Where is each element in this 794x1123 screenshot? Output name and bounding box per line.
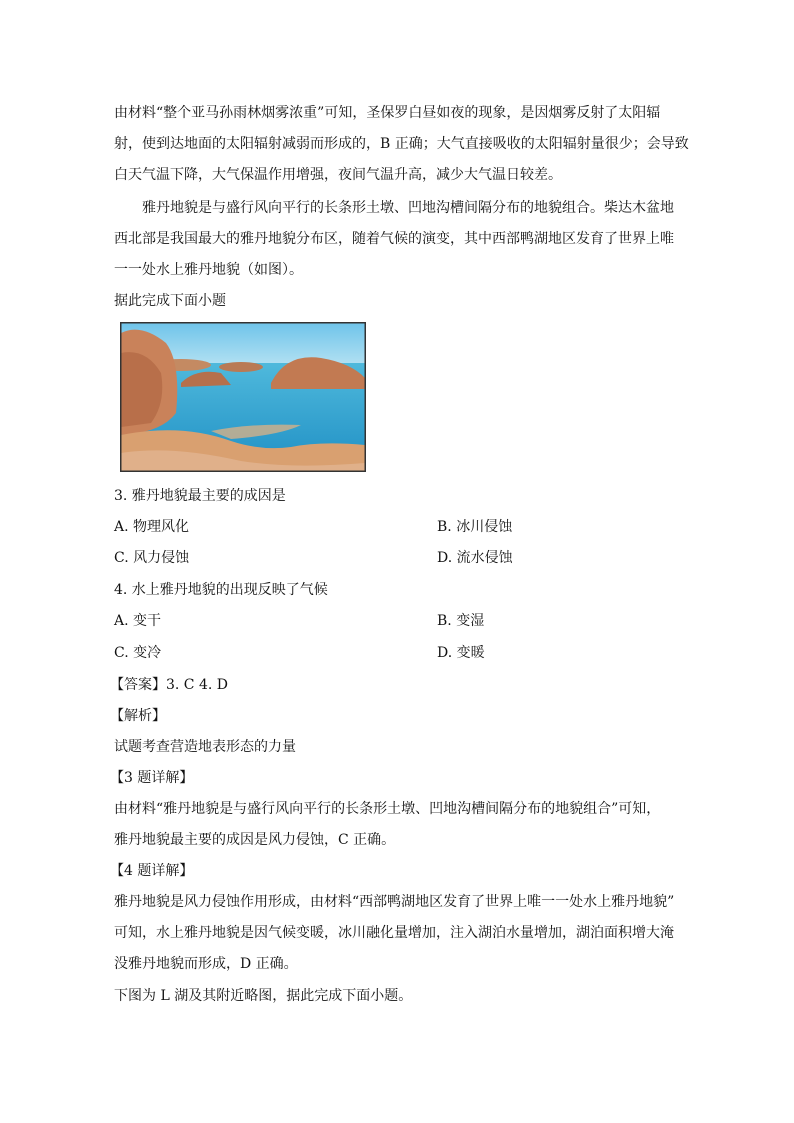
question-4-stem: 4. 水上雅丹地貌的出现反映了气候 [114, 582, 328, 598]
question-4-option-b: B. 变湿 [437, 613, 485, 629]
instruction-text: 据此完成下面小题 [114, 293, 226, 309]
question-4-detail-line-2: 可知，水上雅丹地貌是因气候变暖，冰川融化量增加，注入湖泊水量增加，湖泊面积增大淹 [114, 925, 674, 941]
question-4-option-c: C. 变冷 [114, 645, 162, 661]
question-4-detail-line-3: 没雅丹地貌而形成，D 正确。 [114, 956, 298, 972]
paragraph-2-line-3: 一一处水上雅丹地貌（如图）。 [114, 262, 303, 278]
question-3-detail-heading: 【3 题详解】 [110, 770, 194, 786]
question-3-option-d: D. 流水侵蚀 [437, 550, 513, 566]
paragraph-2-line-1: 雅丹地貌是与盛行风向平行的长条形土墩、凹地沟槽间隔分布的地貌组合。柴达木盆地 [142, 200, 674, 216]
question-4-detail-heading: 【4 题详解】 [110, 863, 194, 879]
question-3-option-c: C. 风力侵蚀 [114, 550, 190, 566]
paragraph-1-line-2: 射，使到达地面的太阳辐射减弱而形成的，B 正确；大气直接吸收的太阳辐射量很少；会导致 [114, 136, 689, 152]
next-section-intro: 下图为 L 湖及其附近略图，据此完成下面小题。 [114, 988, 413, 1004]
analysis-summary: 试题考查营造地表形态的力量 [114, 739, 296, 755]
yardang-photo-illustration [121, 323, 365, 471]
question-3-detail-line-2: 雅丹地貌最主要的成因是风力侵蚀，C 正确。 [114, 832, 396, 848]
question-3-option-b: B. 冰川侵蚀 [437, 519, 513, 535]
question-4-option-d: D. 变暖 [437, 645, 485, 661]
paragraph-1-line-1: 由材料“整个亚马孙雨林烟雾浓重”可知，圣保罗白昼如夜的现象，是因烟雾反射了太阳辐 [114, 105, 661, 121]
question-3-stem: 3. 雅丹地貌最主要的成因是 [114, 488, 286, 504]
question-4-detail-line-1: 雅丹地貌是风力侵蚀作用形成，由材料“西部鸭湖地区发育了世界上唯一一处水上雅丹地貌” [114, 894, 675, 910]
paragraph-1-line-3: 白天气温下降，大气保温作用增强，夜间气温升高，减少大气温日较差。 [114, 167, 562, 183]
answer-line: 【答案】3. C 4. D [110, 677, 229, 693]
paragraph-2-line-2: 西北部是我国最大的雅丹地貌分布区，随着气候的演变，其中西部鸭湖地区发育了世界上唯 [114, 231, 674, 247]
analysis-heading: 【解析】 [110, 708, 166, 724]
question-4-option-a: A. 变干 [114, 613, 162, 629]
yardang-photo [120, 322, 366, 472]
question-3-option-a: A. 物理风化 [114, 519, 190, 535]
question-3-detail-line-1: 由材料“雅丹地貌是与盛行风向平行的长条形土墩、凹地沟槽间隔分布的地貌组合”可知， [114, 801, 661, 817]
